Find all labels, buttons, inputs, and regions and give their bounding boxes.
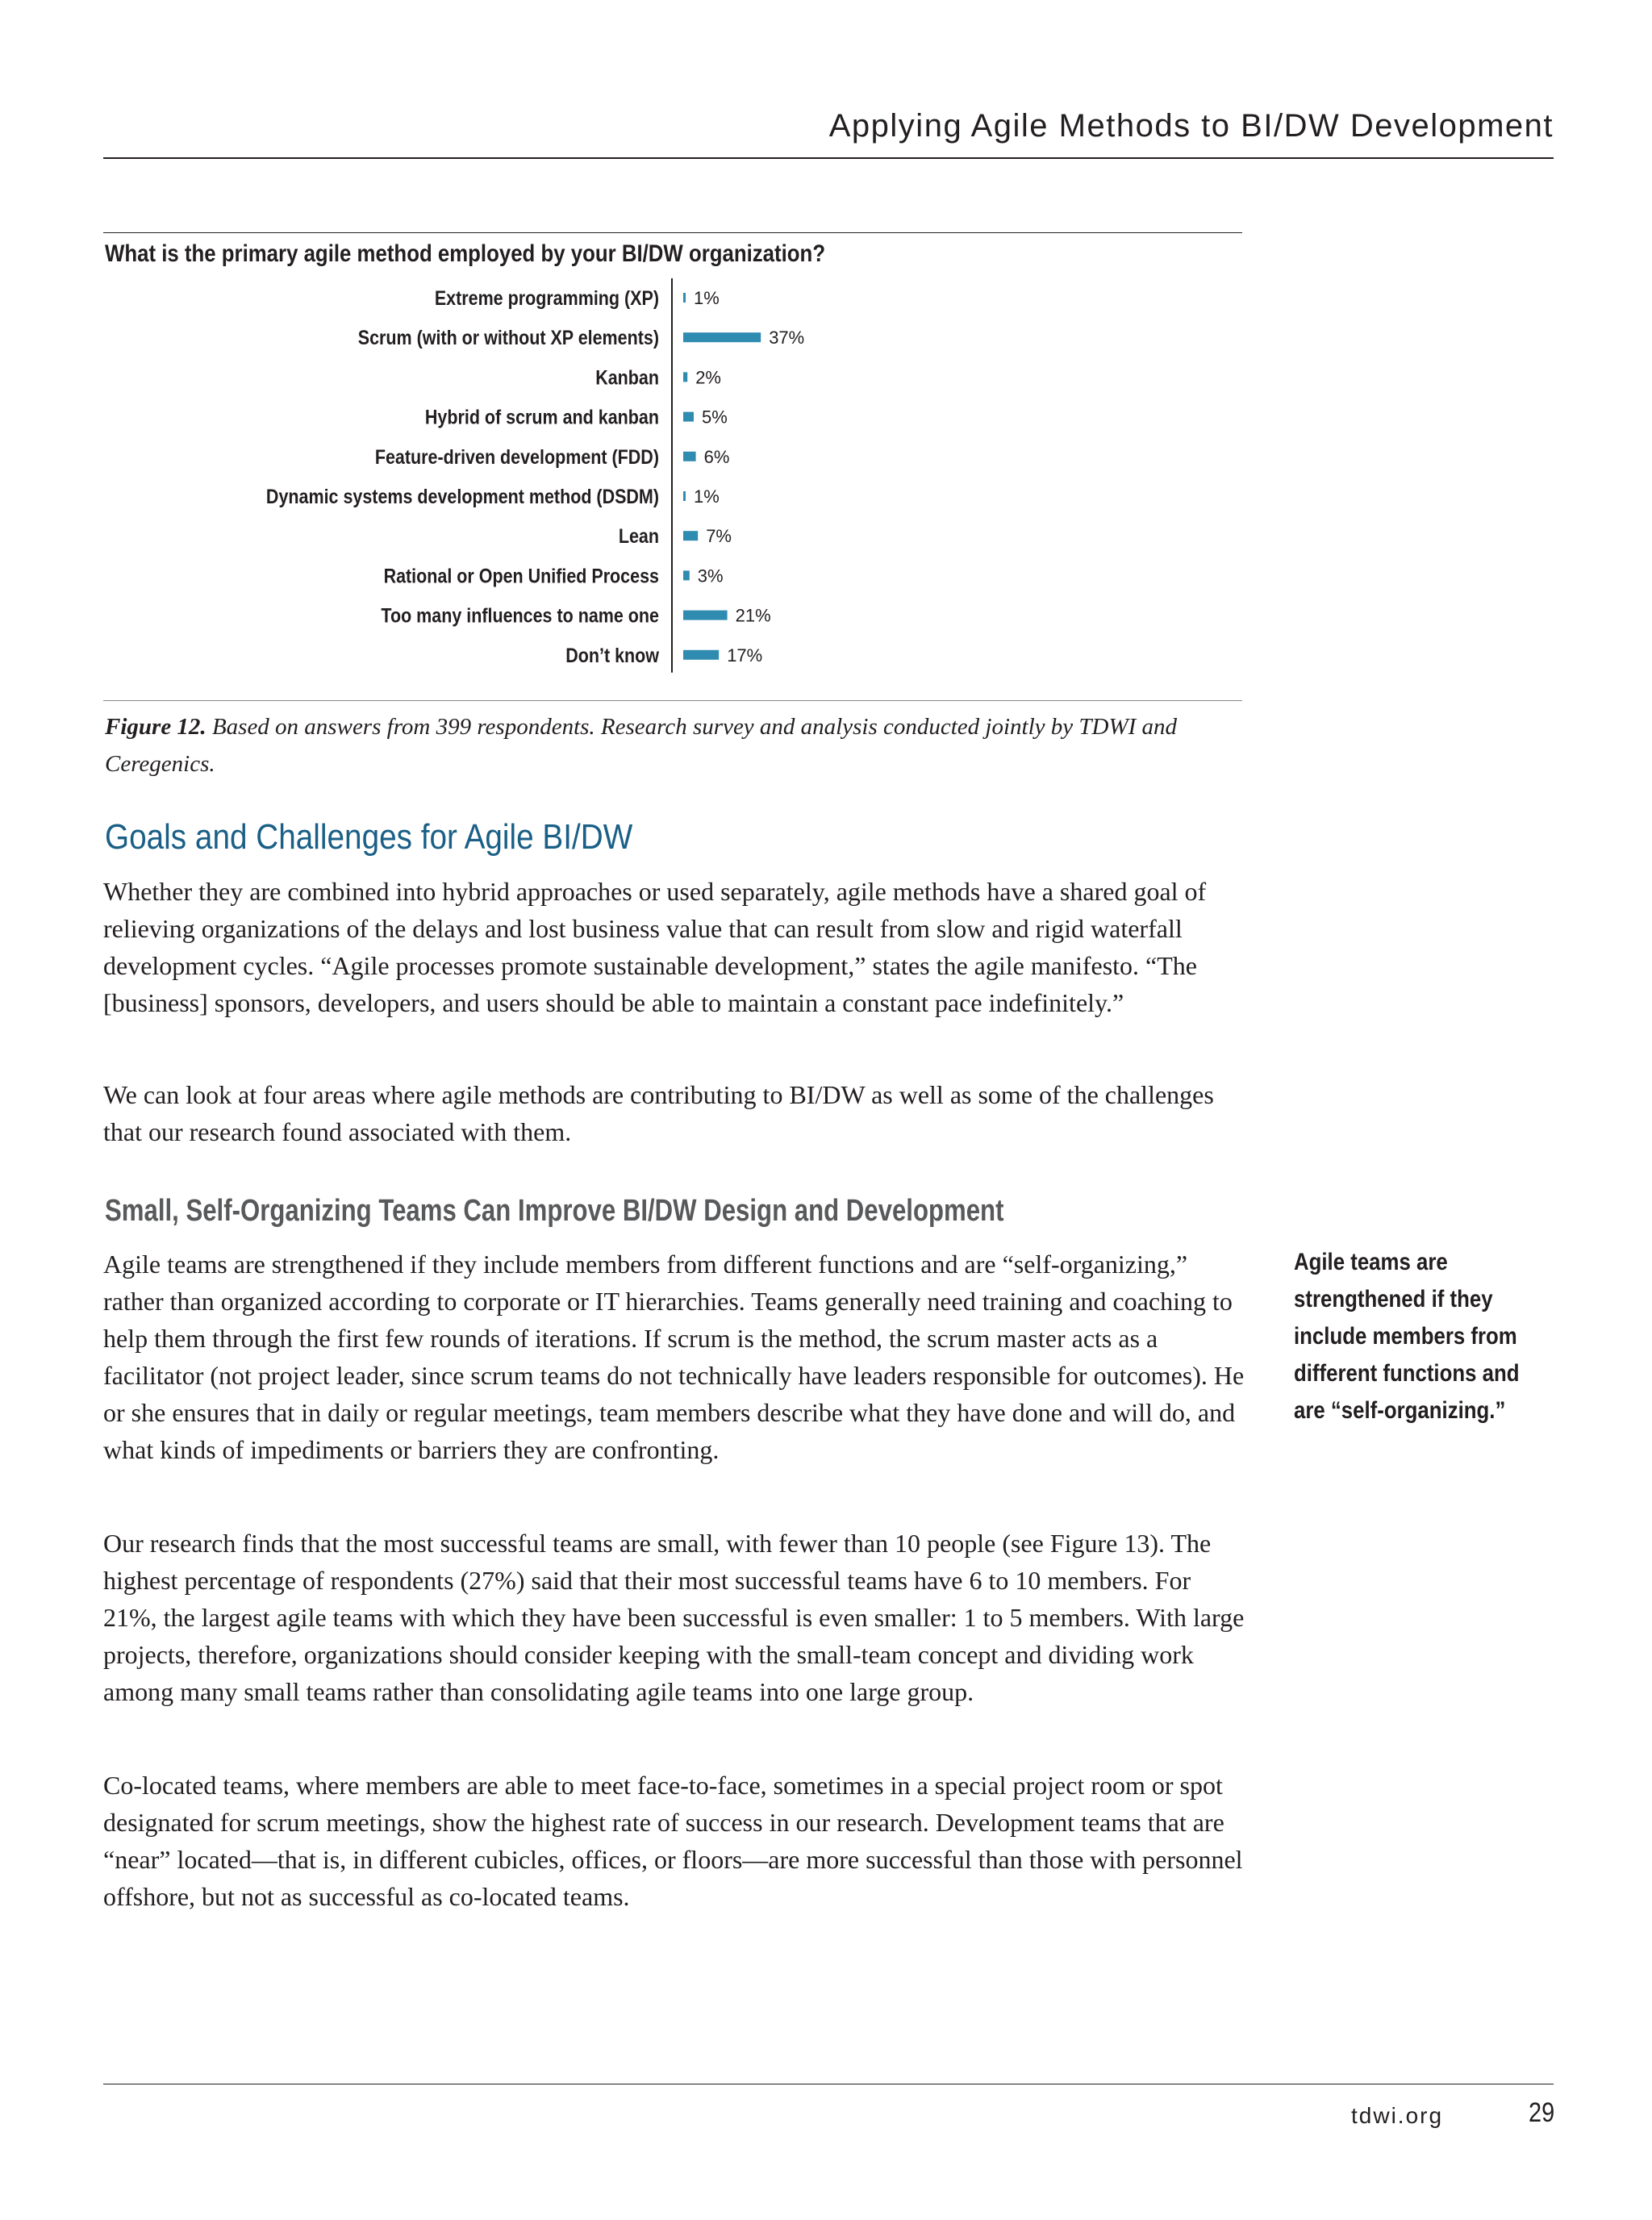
chart-bar bbox=[683, 491, 686, 501]
chart-category-label: Don’t know bbox=[565, 644, 659, 667]
chart-bar bbox=[683, 570, 690, 580]
subsection-paragraph-2: Our research finds that the most successful teams are small, with fewer than 10 people (see Figure 13). The highest percentage of respondents (27%) said that their most successful teams have 6 to 10 members. For 21%, the largest agile teams with which they have been successful is even smaller: 1 to 5 members. With large projects, therefore, organizations should consider keeping with the small-team concept and dividing work among many small teams rather than consolidating agile teams into one large group. bbox=[103, 1529, 1245, 1706]
chart-value-label: 2% bbox=[695, 367, 721, 388]
subsection-paragraph-3: Co-located teams, where members are able to meet face-to-face, sometimes in a special project room or spot designated for scrum meetings, show the highest rate of success in our research. Development teams that are “near” located—that is, in different cubicles, offices, or floors—are more successful than those with personnel offshore, but not as successful as co-located teams. bbox=[103, 1771, 1243, 1911]
chart-value-label: 1% bbox=[694, 288, 720, 308]
chart-bar bbox=[683, 452, 696, 461]
subsection-paragraph-1: Agile teams are strengthened if they include members from different functions and are “self-organizing,” rather than organized according to corporate or IT hierarchies. Teams generally need training and coaching to help them through the first few rounds of iterations. If scrum is the method, the scrum master acts as a facilitator (not project leader, since scrum teams do not technically have leaders responsible for outcomes). He or she ensures that in daily or regular meetings, team members describe what they have done and will do, and what kinds of impediments or barriers they are confronting. bbox=[103, 1250, 1245, 1464]
chart-category-label: Rational or Open Unified Process bbox=[383, 564, 659, 587]
section-heading: Goals and Challenges for Agile BI/DW bbox=[105, 817, 633, 857]
chart-title: What is the primary agile method employed by your BI/DW organization? bbox=[105, 240, 826, 267]
chart-bar bbox=[683, 372, 687, 382]
chart-bar bbox=[683, 332, 761, 342]
chart-category-label: Lean bbox=[618, 524, 659, 548]
figure-caption-label: Figure 12. bbox=[105, 714, 206, 740]
chart-value-label: 37% bbox=[769, 328, 805, 348]
section-paragraph-2: We can look at four areas where agile methods are contributing to BI/DW as well as some of the challenges that our research found associated with them. bbox=[103, 1080, 1214, 1146]
chart-top-rule bbox=[103, 232, 1242, 233]
page-number: 29 bbox=[1529, 2097, 1555, 2128]
chart-bar bbox=[683, 650, 719, 660]
chart-category-label: Dynamic systems development method (DSDM) bbox=[265, 485, 659, 508]
bar-chart-svg bbox=[105, 278, 1242, 682]
chart-value-label: 7% bbox=[706, 526, 732, 547]
chart-value-label: 5% bbox=[702, 407, 728, 428]
chart-category-label: Too many influences to name one bbox=[381, 604, 659, 627]
figure-caption bbox=[105, 708, 1234, 782]
figure-caption-text: Based on answers from 399 respondents. Research survey and analysis conducted jointly by TDWI and Ceregenics. bbox=[105, 714, 1178, 777]
chart-value-label: 3% bbox=[697, 565, 724, 586]
chart-value-label: 6% bbox=[703, 446, 730, 467]
chart-category-label: Kanban bbox=[595, 365, 659, 389]
chart-category-label: Extreme programming (XP) bbox=[434, 286, 659, 310]
chart-category-label: Hybrid of scrum and kanban bbox=[424, 406, 659, 428]
running-header: Applying Agile Methods to BI/DW Development bbox=[828, 108, 1554, 144]
chart-bottom-rule bbox=[103, 700, 1242, 701]
chart-value-label: 17% bbox=[727, 645, 763, 666]
chart-value-label: 21% bbox=[735, 605, 771, 626]
bar-chart bbox=[105, 278, 1242, 682]
section-paragraph-1: Whether they are combined into hybrid approaches or used separately, agile methods have a shared goal of relieving organizations of the delays and lost business value that can result from slow and rigid waterfall development cycles. “Agile processes promote sustainable development,” states the agile manifesto. “The [business] sponsors, developers, and users should be able to maintain a constant pace indefinitely.” bbox=[103, 877, 1207, 1017]
chart-bar bbox=[683, 412, 694, 422]
chart-category-label: Feature-driven development (FDD) bbox=[374, 445, 659, 469]
chart-category-label: Scrum (with or without XP elements) bbox=[357, 326, 659, 349]
chart-value-label: 1% bbox=[694, 486, 720, 507]
header-rule bbox=[103, 157, 1554, 159]
chart-bar bbox=[683, 531, 698, 540]
pull-quote: Agile teams are strengthened if they include members from different functions and are “self-organizing.” bbox=[1294, 1249, 1520, 1424]
subsection-heading: Small, Self-Organizing Teams Can Improve BI/DW Design and Development bbox=[105, 1194, 1004, 1228]
chart-bar bbox=[683, 611, 728, 620]
chart-bar bbox=[683, 293, 686, 303]
footer-site: tdwi.org bbox=[1351, 2103, 1444, 2128]
